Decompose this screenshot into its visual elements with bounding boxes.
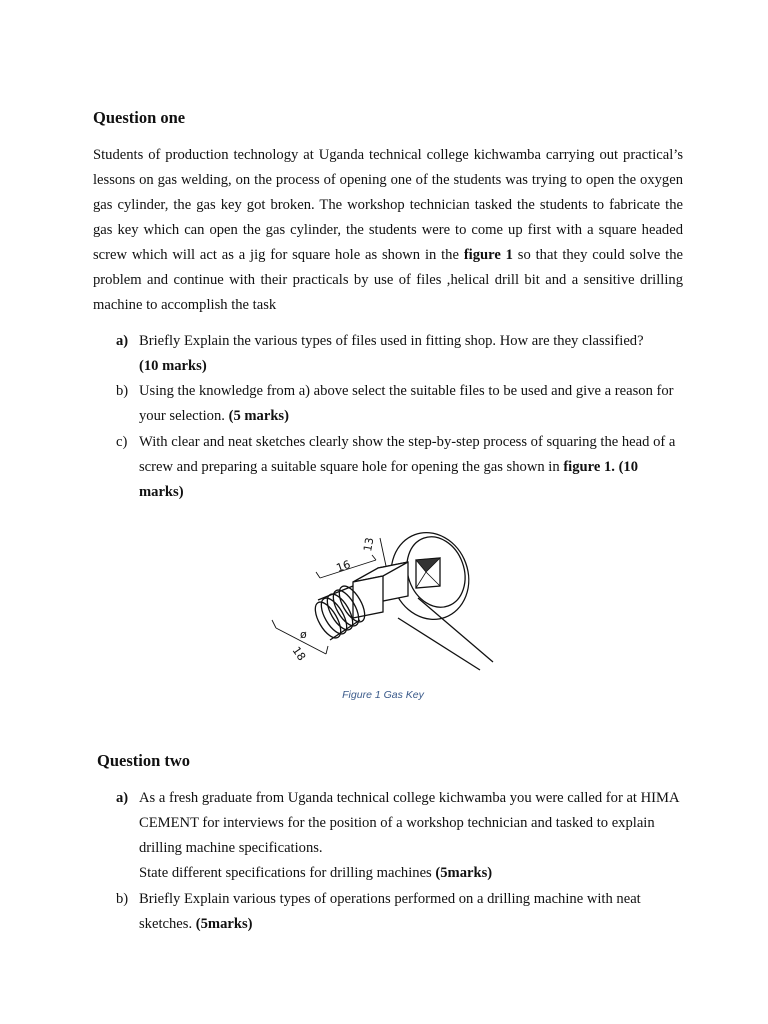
item-marker: b) [116, 383, 129, 399]
dimension-label-13: 13 [361, 536, 377, 553]
dimension-line-13 [380, 538, 386, 566]
item-marker: a) [116, 790, 129, 806]
item-text-second: State different specifications for drilling machines [139, 865, 436, 881]
item-marks: (5 marks) [228, 408, 289, 424]
key-arm-lower-edge [398, 618, 480, 670]
item-marker: c) [116, 434, 128, 450]
item-text: With clear and neat sketches clearly show the step-by-step process of squaring the head of a screw and preparing a suitable square hole for opening the gas shown in [139, 434, 676, 475]
paragraph-figure-ref: figure 1 [463, 247, 513, 263]
item-marks: (5marks) [435, 865, 493, 881]
key-arm-upper-edge [418, 598, 493, 662]
item-marks: (10 marks) [139, 358, 207, 374]
paragraph-tail: so that they could solve the problem and continue with their practicals by use of files ,helical drill bit and a sensitive drilling machine to accomplish the task [93, 247, 684, 313]
item-text: Briefly Explain various types of operations performed on a drilling machine with neat sketches. [139, 891, 641, 932]
item-text: As a fresh graduate from Uganda technical college kichwamba you were called for at HIMA CEMENT for interviews for the position of a workshop technician and tasked to explain drilling machine specifications. [139, 790, 679, 856]
dimension-label-16: 16 [334, 557, 353, 575]
dimension-label-18: 18 [289, 644, 309, 664]
item-text: Using the knowledge from a) above select the suitable files to be used and give a reason for your selection. [139, 383, 674, 424]
question-one-heading: Question one [93, 108, 186, 127]
gas-key-figure [258, 520, 508, 678]
item-marks: (5marks) [195, 916, 253, 932]
item-marker: a) [116, 333, 129, 349]
diameter-symbol-icon: ø [300, 628, 307, 641]
question-one-paragraph [93, 143, 683, 318]
question-two-heading: Question two [97, 751, 191, 770]
figure-caption: Figure 1 Gas Key [342, 689, 424, 701]
paragraph-text: Students of production technology at Uganda technical college kichwamba carrying out practical’s lessons on gas welding, on the process of opening one of the students was trying to open the oxygen gas cylinder, the gas key got broken. The workshop technician tasked the students to fabricate the gas key which can open the gas cylinder, the students were to come up first with a square headed screw which will act as a jig for square hole as shown in the [93, 147, 683, 263]
item-marks: figure 1. (10 marks) [139, 459, 639, 500]
item-marker: b) [116, 891, 129, 907]
item-text: Briefly Explain the various types of files used in fitting shop. How are they classified? [139, 333, 644, 349]
